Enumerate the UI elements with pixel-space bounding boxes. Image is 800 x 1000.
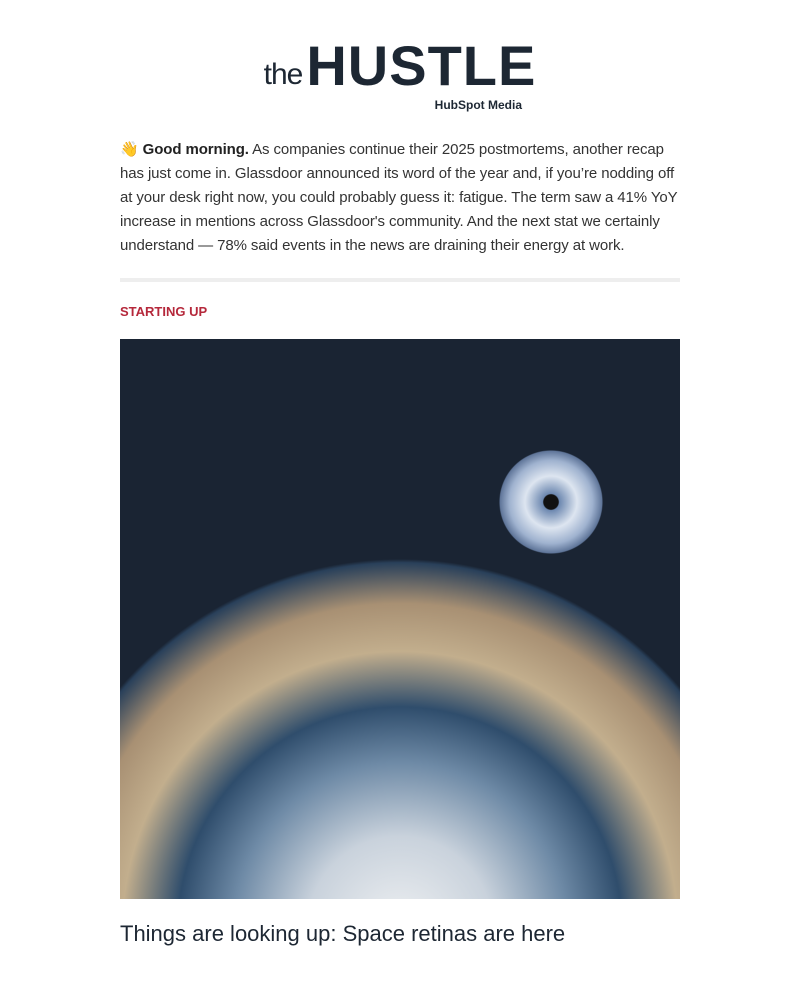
logo-sub: HubSpot Media xyxy=(434,98,522,112)
section-label: STARTING UP xyxy=(120,304,208,319)
logo-wordmark xyxy=(263,34,537,97)
logo[interactable] xyxy=(120,0,680,118)
article-image[interactable] xyxy=(120,339,680,899)
article-title[interactable]: Things are looking up: Space retinas are here xyxy=(120,921,566,946)
wave-icon: 👋 xyxy=(120,141,139,158)
intro-text: As companies continue their 2025 postmortems, another recap has just come in. Glassdoor announced its word of the year and, if you’re nodding off at your desk right now, you could probably guess it: fatigue. The term saw a 41% YoY increase in mentions across Glassdoor's community. And the next stat we certainly understand — 78% said events in the news are draining their energy at work. xyxy=(120,141,678,254)
divider xyxy=(120,278,680,282)
logo-name: HUSTLE xyxy=(306,34,537,97)
intro-paragraph xyxy=(120,138,680,258)
greeting: Good morning. xyxy=(142,141,249,158)
logo-prefix: the xyxy=(263,58,303,91)
